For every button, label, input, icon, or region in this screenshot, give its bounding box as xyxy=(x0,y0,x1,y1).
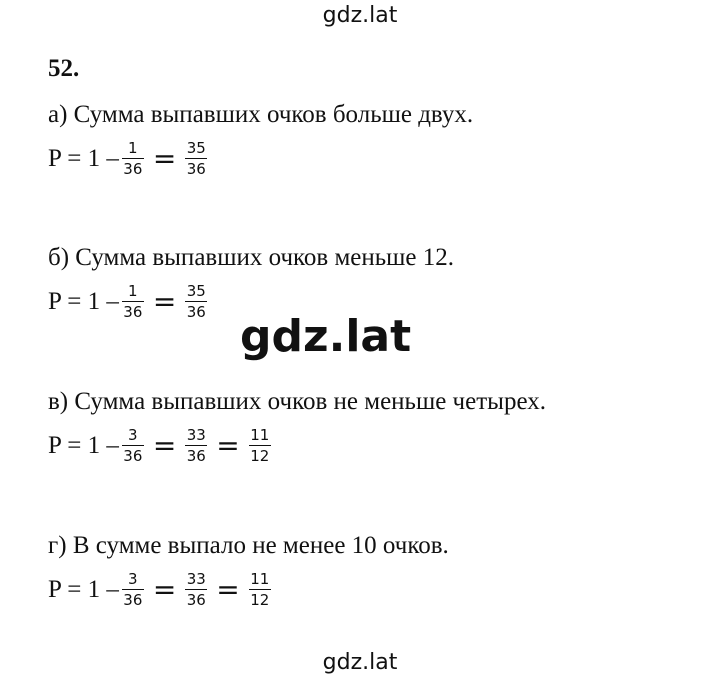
equals-sign: = xyxy=(216,573,240,606)
watermark-top: gdz.lat xyxy=(322,3,398,28)
formula-lhs: P = 1 – xyxy=(48,287,119,315)
fraction xyxy=(122,427,144,464)
item-a xyxy=(48,100,708,177)
fraction xyxy=(122,283,144,320)
denominator: 36 xyxy=(123,591,143,609)
condition-text: в) Сумма выпавших очков не меньше четырех. xyxy=(48,388,546,415)
denominator: 36 xyxy=(123,447,143,465)
formula xyxy=(48,427,708,464)
fraction-bar xyxy=(122,158,144,159)
numerator: 3 xyxy=(128,570,138,588)
condition-text: б) Сумма выпавших очков меньше 12. xyxy=(48,244,454,271)
numerator: 33 xyxy=(186,426,206,444)
numerator: 11 xyxy=(250,426,270,444)
fraction xyxy=(185,140,207,177)
equals-sign: = xyxy=(152,573,177,606)
item-d xyxy=(48,531,708,608)
problem-number: 52. xyxy=(48,55,80,82)
numerator: 1 xyxy=(128,139,138,157)
numerator: 11 xyxy=(250,570,270,588)
numerator: 1 xyxy=(128,282,138,300)
formula-lhs: P = 1 – xyxy=(48,431,119,459)
fraction-bar xyxy=(185,589,207,590)
numerator: 35 xyxy=(186,282,206,300)
equals-sign: = xyxy=(216,429,240,462)
fraction-bar xyxy=(249,589,271,590)
equals-sign: = xyxy=(152,429,177,462)
condition-text: а) Сумма выпавших очков больше двух. xyxy=(48,101,474,128)
denominator: 36 xyxy=(186,160,206,178)
fraction-bar xyxy=(122,589,144,590)
item-b xyxy=(48,243,708,320)
denominator: 36 xyxy=(186,591,206,609)
formula xyxy=(48,140,708,177)
condition-text: г) В сумме выпало не менее 10 очков. xyxy=(48,532,449,559)
denominator: 36 xyxy=(186,303,206,321)
fraction xyxy=(122,571,144,608)
fraction-bar xyxy=(122,301,144,302)
fraction xyxy=(249,427,271,464)
fraction-bar xyxy=(185,158,207,159)
formula-lhs: P = 1 – xyxy=(48,575,119,603)
formula xyxy=(48,571,708,608)
denominator: 12 xyxy=(250,447,270,465)
fraction-bar xyxy=(249,445,271,446)
fraction-bar xyxy=(185,445,207,446)
item-c xyxy=(48,387,708,464)
fraction xyxy=(185,427,207,464)
fraction-bar xyxy=(185,301,207,302)
equals-sign: = xyxy=(152,142,177,175)
watermark-bottom: gdz.lat xyxy=(322,650,398,675)
fraction xyxy=(122,140,144,177)
denominator: 36 xyxy=(123,303,143,321)
formula-lhs: P = 1 – xyxy=(48,144,119,172)
fraction-bar xyxy=(122,445,144,446)
fraction xyxy=(185,283,207,320)
watermark-center: gdz.lat xyxy=(240,311,412,362)
numerator: 33 xyxy=(186,570,206,588)
denominator: 36 xyxy=(123,160,143,178)
numerator: 35 xyxy=(186,139,206,157)
denominator: 36 xyxy=(186,447,206,465)
equals-sign: = xyxy=(152,285,177,318)
denominator: 12 xyxy=(250,591,270,609)
numerator: 3 xyxy=(128,426,138,444)
fraction xyxy=(249,571,271,608)
fraction xyxy=(185,571,207,608)
